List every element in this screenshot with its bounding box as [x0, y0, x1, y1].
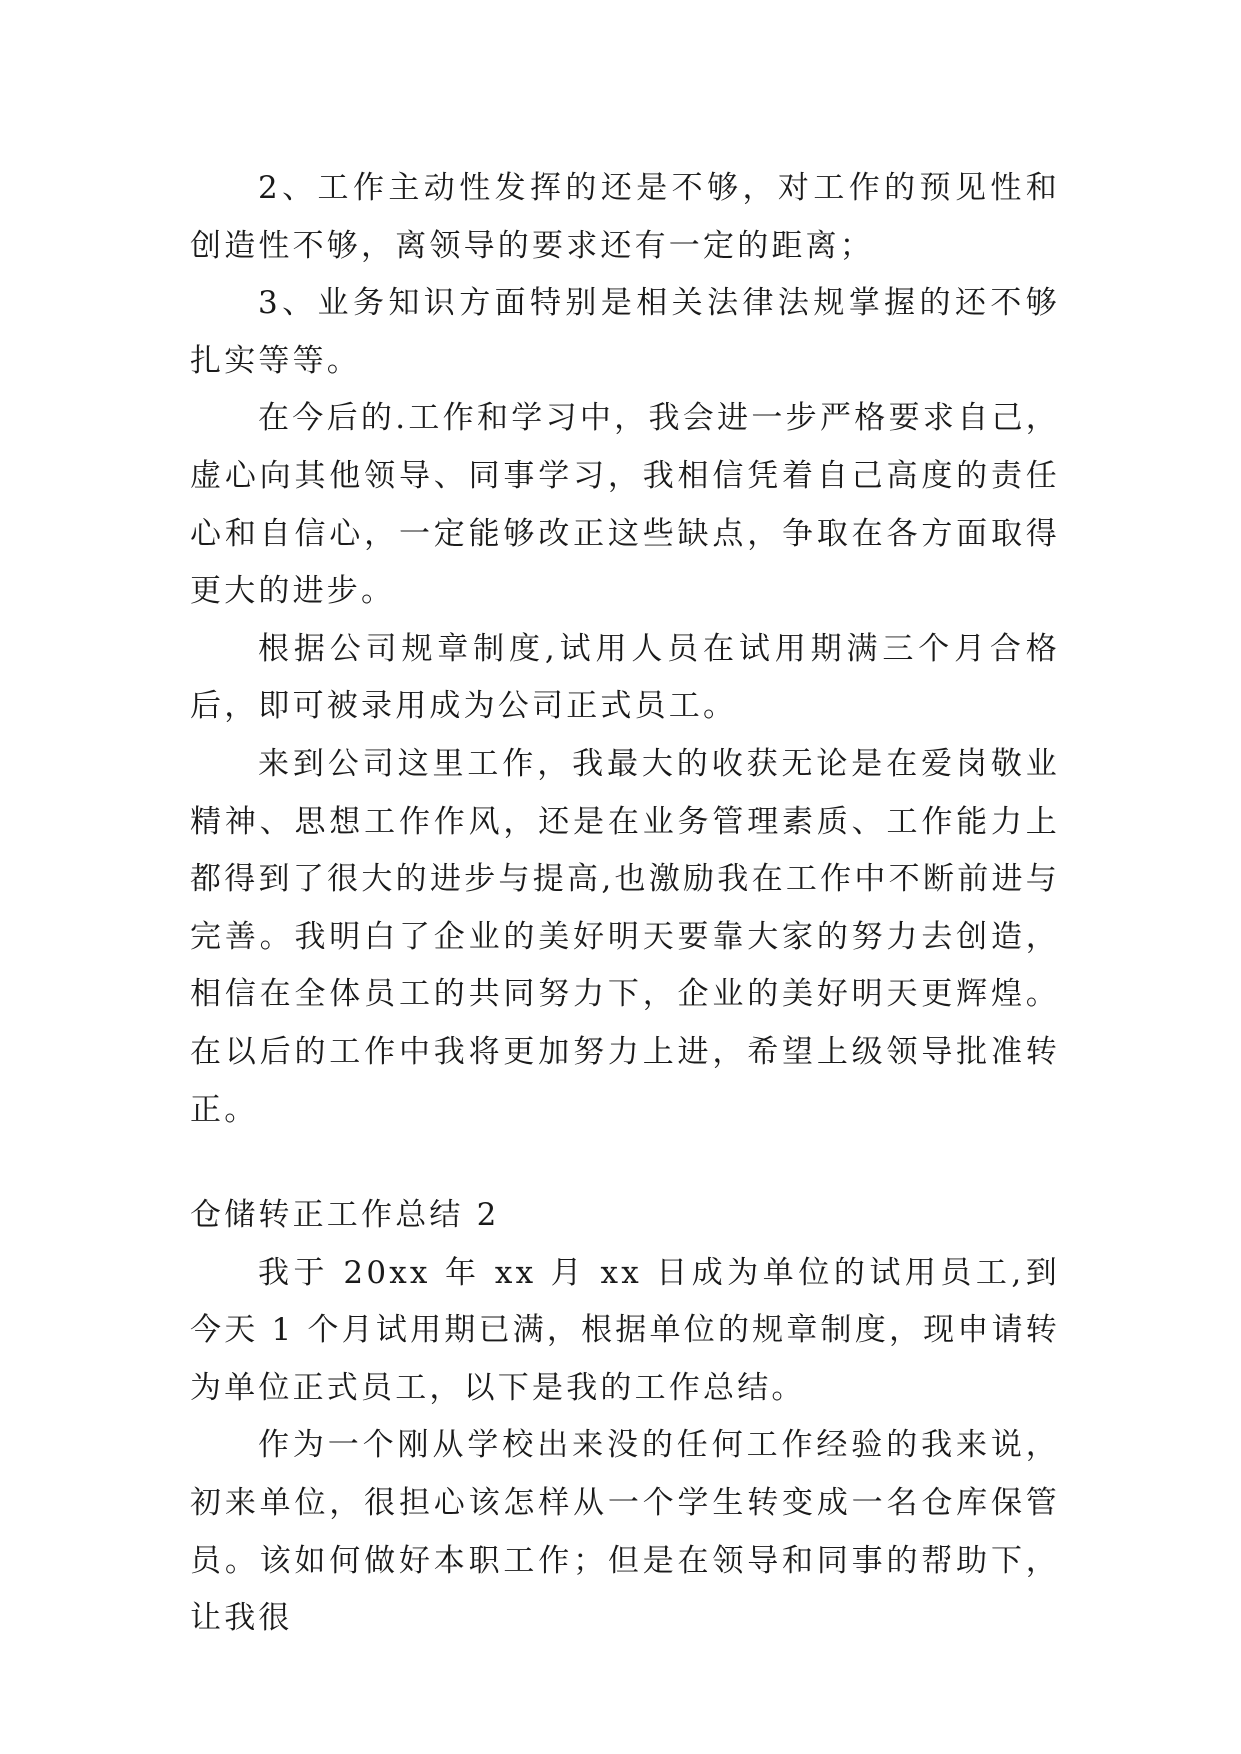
- paragraph-company-rules: 根据公司规章制度,试用人员在试用期满三个月合格后，即可被录用成为公司正式员工。: [190, 630, 1060, 725]
- document-body: [190, 160, 1060, 1648]
- paragraph-probation-intro: 我于 20xx 年 xx 月 xx 日成为单位的试用员工,到今天 1 个月试用期已满，根据单位的规章制度，现申请转为单位正式员工，以下是我的工作总结。: [190, 1254, 1060, 1406]
- paragraph-new-graduate: 作为一个刚从学校出来没的任何工作经验的我来说，初来单位，很担心该怎样从一个学生转变成一名仓库保管员。该如何做好本职工作；但是在领导和同事的帮助下，让我很: [190, 1427, 1060, 1637]
- paragraph-gains: 来到公司这里工作，我最大的收获无论是在爱岗敬业精神、思想工作作风，还是在业务管理素质、工作能力上都得到了很大的进步与提高,也激励我在工作中不断前进与完善。我明白了企业的美好明天要靠大家的努力去创造，相信在全体员工的共同努力下，企业的美好明天更辉煌。在以后的工作中我将更加努力上进，希望上级领导批准转正。: [190, 745, 1060, 1128]
- paragraph-point-3: 3、业务知识方面特别是相关法律法规掌握的还不够扎实等等。: [190, 285, 1060, 379]
- section-heading: 仓储转正工作总结 2: [190, 1197, 500, 1234]
- paragraph-future-plan: 在今后的.工作和学习中，我会进一步严格要求自己，虚心向其他领导、同事学习，我相信凭着自己高度的责任心和自信心，一定能够改正这些缺点，争取在各方面取得更大的进步。: [190, 400, 1060, 610]
- paragraph-point-2: 2、工作主动性发挥的还是不够，对工作的预见性和创造性不够，离领导的要求还有一定的距离；: [190, 170, 1060, 264]
